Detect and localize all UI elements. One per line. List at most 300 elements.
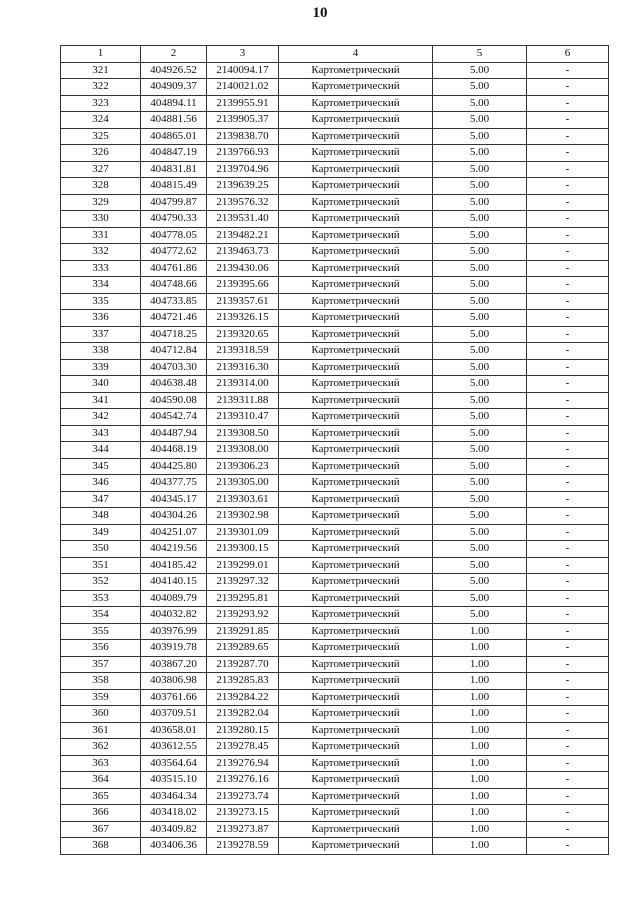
table-cell: Картометрический xyxy=(279,706,433,723)
table-row xyxy=(61,260,609,277)
table-cell: 1.00 xyxy=(433,821,527,838)
table-cell: 403564.64 xyxy=(141,755,207,772)
table-row xyxy=(61,590,609,607)
table-row xyxy=(61,95,609,112)
table-cell: Картометрический xyxy=(279,227,433,244)
table-cell: 359 xyxy=(61,689,141,706)
table-cell: 5.00 xyxy=(433,79,527,96)
table-cell: 353 xyxy=(61,590,141,607)
table-cell: 5.00 xyxy=(433,277,527,294)
table-cell: - xyxy=(527,244,609,261)
table-cell: 323 xyxy=(61,95,141,112)
table-cell: 404712.84 xyxy=(141,343,207,360)
table-cell: - xyxy=(527,574,609,591)
table-cell: 5.00 xyxy=(433,409,527,426)
table-cell: 404590.08 xyxy=(141,392,207,409)
table-cell: 2139287.70 xyxy=(207,656,279,673)
table-row xyxy=(61,392,609,409)
table-cell: 403406.36 xyxy=(141,838,207,855)
table-cell: 404778.05 xyxy=(141,227,207,244)
table-cell: 2139704.96 xyxy=(207,161,279,178)
table-cell: - xyxy=(527,838,609,855)
table-cell: 404032.82 xyxy=(141,607,207,624)
table-cell: 404089.79 xyxy=(141,590,207,607)
table-cell: 404772.62 xyxy=(141,244,207,261)
table-cell: Картометрический xyxy=(279,62,433,79)
table-cell: 404865.01 xyxy=(141,128,207,145)
table-cell: - xyxy=(527,739,609,756)
table-cell: 2139463.73 xyxy=(207,244,279,261)
table-cell: 403658.01 xyxy=(141,722,207,739)
table-cell: 355 xyxy=(61,623,141,640)
table-cell: Картометрический xyxy=(279,821,433,838)
table-row xyxy=(61,326,609,343)
table-row xyxy=(61,359,609,376)
table-cell: Картометрический xyxy=(279,838,433,855)
table-cell: 332 xyxy=(61,244,141,261)
table-cell: Картометрический xyxy=(279,623,433,640)
table-cell: 404894.11 xyxy=(141,95,207,112)
table-cell: Картометрический xyxy=(279,260,433,277)
table-row xyxy=(61,623,609,640)
table-cell: 404219.56 xyxy=(141,541,207,558)
table-cell: Картометрический xyxy=(279,755,433,772)
table-cell: 5.00 xyxy=(433,112,527,129)
table-cell: 404542.74 xyxy=(141,409,207,426)
table-cell: 364 xyxy=(61,772,141,789)
table-cell: 1.00 xyxy=(433,656,527,673)
table-cell: - xyxy=(527,673,609,690)
table-cell: 2139278.45 xyxy=(207,739,279,756)
table-cell: 2139482.21 xyxy=(207,227,279,244)
table-row xyxy=(61,442,609,459)
table-row xyxy=(61,194,609,211)
table-cell: 348 xyxy=(61,508,141,525)
table-cell: 404345.17 xyxy=(141,491,207,508)
table-row xyxy=(61,788,609,805)
table-cell: Картометрический xyxy=(279,376,433,393)
table-cell: 5.00 xyxy=(433,475,527,492)
table-cell: - xyxy=(527,590,609,607)
table-row xyxy=(61,112,609,129)
table-row xyxy=(61,656,609,673)
table-cell: 404304.26 xyxy=(141,508,207,525)
table-cell: - xyxy=(527,607,609,624)
table-cell: 403806.98 xyxy=(141,673,207,690)
table-cell: 349 xyxy=(61,524,141,541)
table-cell: 346 xyxy=(61,475,141,492)
table-cell: 404425.80 xyxy=(141,458,207,475)
table-cell: 2139306.23 xyxy=(207,458,279,475)
table-cell: - xyxy=(527,409,609,426)
table-cell: 2139285.83 xyxy=(207,673,279,690)
table-row xyxy=(61,524,609,541)
table-cell: Картометрический xyxy=(279,343,433,360)
table-cell: 2139278.59 xyxy=(207,838,279,855)
table-cell: 404909.37 xyxy=(141,79,207,96)
table-cell: 327 xyxy=(61,161,141,178)
table-cell: 2139302.98 xyxy=(207,508,279,525)
table-cell: 343 xyxy=(61,425,141,442)
table-cell: 356 xyxy=(61,640,141,657)
table-row xyxy=(61,640,609,657)
table-cell: - xyxy=(527,293,609,310)
table-cell: 331 xyxy=(61,227,141,244)
table-cell: 5.00 xyxy=(433,392,527,409)
table-cell: 2139395.66 xyxy=(207,277,279,294)
table-cell: 337 xyxy=(61,326,141,343)
table-cell: 404721.46 xyxy=(141,310,207,327)
table-cell: 1.00 xyxy=(433,706,527,723)
table-cell: 5.00 xyxy=(433,161,527,178)
table-cell: 5.00 xyxy=(433,128,527,145)
table-row xyxy=(61,310,609,327)
table-cell: 2139639.25 xyxy=(207,178,279,195)
table-cell: 404790.33 xyxy=(141,211,207,228)
table-cell: - xyxy=(527,194,609,211)
table-cell: 345 xyxy=(61,458,141,475)
table-row xyxy=(61,739,609,756)
table-row xyxy=(61,211,609,228)
table-cell: - xyxy=(527,145,609,162)
page-number: 10 xyxy=(312,5,328,21)
table-cell: 344 xyxy=(61,442,141,459)
table-cell: 5.00 xyxy=(433,425,527,442)
table-cell: 2139766.93 xyxy=(207,145,279,162)
table-cell: Картометрический xyxy=(279,442,433,459)
table-cell: Картометрический xyxy=(279,326,433,343)
table-cell: Картометрический xyxy=(279,310,433,327)
table-row xyxy=(61,227,609,244)
table-cell: - xyxy=(527,260,609,277)
table-cell: - xyxy=(527,722,609,739)
table-cell: 336 xyxy=(61,310,141,327)
table-row xyxy=(61,79,609,96)
table-cell: - xyxy=(527,95,609,112)
table-cell: 2139310.47 xyxy=(207,409,279,426)
table-cell: Картометрический xyxy=(279,79,433,96)
table-cell: 366 xyxy=(61,805,141,822)
table-cell: 403418.02 xyxy=(141,805,207,822)
table-cell: - xyxy=(527,656,609,673)
table-row xyxy=(61,178,609,195)
table-cell: 5.00 xyxy=(433,211,527,228)
table-cell: 404815.49 xyxy=(141,178,207,195)
table-cell: 5.00 xyxy=(433,260,527,277)
table-cell: 5.00 xyxy=(433,326,527,343)
table-cell: 352 xyxy=(61,574,141,591)
table-cell: Картометрический xyxy=(279,541,433,558)
table-row xyxy=(61,755,609,772)
table-cell: 404799.87 xyxy=(141,194,207,211)
table-cell: - xyxy=(527,343,609,360)
table-cell: 335 xyxy=(61,293,141,310)
table-cell: 404847.19 xyxy=(141,145,207,162)
table-cell: 368 xyxy=(61,838,141,855)
table-cell: Картометрический xyxy=(279,194,433,211)
column-header: 4 xyxy=(279,46,433,63)
table-cell: - xyxy=(527,788,609,805)
table-cell: Картометрический xyxy=(279,475,433,492)
table-cell: 5.00 xyxy=(433,574,527,591)
table-cell: 5.00 xyxy=(433,62,527,79)
table-cell: 2139303.61 xyxy=(207,491,279,508)
table-cell: Картометрический xyxy=(279,524,433,541)
table-cell: - xyxy=(527,805,609,822)
table-cell: 404140.15 xyxy=(141,574,207,591)
table-cell: - xyxy=(527,491,609,508)
table-cell: Картометрический xyxy=(279,590,433,607)
table-cell: 5.00 xyxy=(433,491,527,508)
table-cell: 1.00 xyxy=(433,640,527,657)
table-cell: 5.00 xyxy=(433,178,527,195)
table-row xyxy=(61,805,609,822)
table-cell: 2139289.65 xyxy=(207,640,279,657)
table-row xyxy=(61,145,609,162)
table-cell: - xyxy=(527,772,609,789)
table-header-row xyxy=(61,46,609,63)
table-cell: 2139295.81 xyxy=(207,590,279,607)
table-cell: 403761.66 xyxy=(141,689,207,706)
table-row xyxy=(61,458,609,475)
table-cell: 362 xyxy=(61,739,141,756)
table-cell: 357 xyxy=(61,656,141,673)
table-cell: 2139284.22 xyxy=(207,689,279,706)
table-cell: 404487.94 xyxy=(141,425,207,442)
table-cell: 2139291.85 xyxy=(207,623,279,640)
table-row xyxy=(61,838,609,855)
table-cell: Картометрический xyxy=(279,293,433,310)
table-cell: 1.00 xyxy=(433,755,527,772)
table-cell: Картометрический xyxy=(279,145,433,162)
table-cell: Картометрический xyxy=(279,739,433,756)
table-cell: 2139576.32 xyxy=(207,194,279,211)
table-cell: 2139531.40 xyxy=(207,211,279,228)
table-cell: 5.00 xyxy=(433,343,527,360)
table-cell: 2139273.87 xyxy=(207,821,279,838)
table-cell: - xyxy=(527,112,609,129)
table-cell: Картометрический xyxy=(279,640,433,657)
table-cell: 2139308.50 xyxy=(207,425,279,442)
table-cell: Картометрический xyxy=(279,772,433,789)
table-cell: 2139297.32 xyxy=(207,574,279,591)
table-body xyxy=(61,62,609,854)
table-cell: - xyxy=(527,755,609,772)
table-cell: - xyxy=(527,62,609,79)
table-cell: Картометрический xyxy=(279,689,433,706)
table-row xyxy=(61,376,609,393)
table-cell: 403612.55 xyxy=(141,739,207,756)
table-row xyxy=(61,673,609,690)
table-cell: 360 xyxy=(61,706,141,723)
table-cell: - xyxy=(527,178,609,195)
table-cell: 1.00 xyxy=(433,838,527,855)
table-cell: - xyxy=(527,277,609,294)
table-cell: 2139305.00 xyxy=(207,475,279,492)
table-cell: Картометрический xyxy=(279,656,433,673)
table-row xyxy=(61,277,609,294)
table-cell: - xyxy=(527,227,609,244)
table-cell: Картометрический xyxy=(279,409,433,426)
table-cell: 2139308.00 xyxy=(207,442,279,459)
coordinates-table xyxy=(60,45,609,855)
table-cell: Картометрический xyxy=(279,607,433,624)
table-cell: 404761.86 xyxy=(141,260,207,277)
table-cell: 1.00 xyxy=(433,772,527,789)
table-cell: 404831.81 xyxy=(141,161,207,178)
table-cell: 2139273.15 xyxy=(207,805,279,822)
table-cell: - xyxy=(527,442,609,459)
table-cell: 338 xyxy=(61,343,141,360)
table-cell: Картометрический xyxy=(279,161,433,178)
table-cell: 404748.66 xyxy=(141,277,207,294)
table-cell: 5.00 xyxy=(433,194,527,211)
table-cell: 2139311.88 xyxy=(207,392,279,409)
table-cell: - xyxy=(527,458,609,475)
table-row xyxy=(61,161,609,178)
table-cell: 1.00 xyxy=(433,673,527,690)
table-cell: 5.00 xyxy=(433,458,527,475)
table-cell: - xyxy=(527,821,609,838)
table-cell: 2139905.37 xyxy=(207,112,279,129)
table-cell: 1.00 xyxy=(433,623,527,640)
table-cell: - xyxy=(527,640,609,657)
table-row xyxy=(61,491,609,508)
table-cell: 5.00 xyxy=(433,607,527,624)
table-row xyxy=(61,244,609,261)
table-cell: Картометрический xyxy=(279,722,433,739)
table-cell: 334 xyxy=(61,277,141,294)
table-cell: 339 xyxy=(61,359,141,376)
table-cell: 365 xyxy=(61,788,141,805)
table-cell: Картометрический xyxy=(279,277,433,294)
table-cell: Картометрический xyxy=(279,359,433,376)
table-cell: 354 xyxy=(61,607,141,624)
table-cell: 351 xyxy=(61,557,141,574)
table-cell: - xyxy=(527,689,609,706)
table-cell: 2140021.02 xyxy=(207,79,279,96)
table-cell: 403409.82 xyxy=(141,821,207,838)
table-row xyxy=(61,409,609,426)
table-cell: 403464.34 xyxy=(141,788,207,805)
table-cell: 2139955.91 xyxy=(207,95,279,112)
table-cell: - xyxy=(527,376,609,393)
table-cell: Картометрический xyxy=(279,491,433,508)
table-row xyxy=(61,508,609,525)
table-cell: 2139280.15 xyxy=(207,722,279,739)
table-cell: 403515.10 xyxy=(141,772,207,789)
table-cell: 2139282.04 xyxy=(207,706,279,723)
table-cell: 2139838.70 xyxy=(207,128,279,145)
table-cell: 404185.42 xyxy=(141,557,207,574)
table-cell: Картометрический xyxy=(279,673,433,690)
table-cell: 2140094.17 xyxy=(207,62,279,79)
table-cell: 2139300.15 xyxy=(207,541,279,558)
table-row xyxy=(61,607,609,624)
table-cell: - xyxy=(527,326,609,343)
table-cell: Картометрический xyxy=(279,508,433,525)
table-cell: 5.00 xyxy=(433,524,527,541)
table-cell: Картометрический xyxy=(279,557,433,574)
table-cell: 5.00 xyxy=(433,359,527,376)
table-cell: 325 xyxy=(61,128,141,145)
table-cell: 5.00 xyxy=(433,227,527,244)
table-row xyxy=(61,557,609,574)
table-cell: 2139320.65 xyxy=(207,326,279,343)
table-cell: 403976.99 xyxy=(141,623,207,640)
table-cell: 404703.30 xyxy=(141,359,207,376)
table-cell: 404251.07 xyxy=(141,524,207,541)
table-cell: 2139293.92 xyxy=(207,607,279,624)
table-cell: 404377.75 xyxy=(141,475,207,492)
table-cell: 322 xyxy=(61,79,141,96)
table-cell: 2139301.09 xyxy=(207,524,279,541)
table-cell: 404718.25 xyxy=(141,326,207,343)
table-row xyxy=(61,706,609,723)
table-row xyxy=(61,62,609,79)
table-cell: 404881.56 xyxy=(141,112,207,129)
table-cell: 333 xyxy=(61,260,141,277)
table-cell: 2139316.30 xyxy=(207,359,279,376)
table-cell: - xyxy=(527,524,609,541)
table-row xyxy=(61,475,609,492)
column-header: 5 xyxy=(433,46,527,63)
table-cell: 404733.85 xyxy=(141,293,207,310)
table-cell: 2139273.74 xyxy=(207,788,279,805)
table-row xyxy=(61,541,609,558)
table-row xyxy=(61,821,609,838)
table-cell: 5.00 xyxy=(433,376,527,393)
table-cell: 2139318.59 xyxy=(207,343,279,360)
column-header: 1 xyxy=(61,46,141,63)
table-cell: 1.00 xyxy=(433,788,527,805)
table-cell: 2139276.94 xyxy=(207,755,279,772)
table-cell: 1.00 xyxy=(433,689,527,706)
table-cell: 342 xyxy=(61,409,141,426)
table-cell: 330 xyxy=(61,211,141,228)
table-cell: - xyxy=(527,161,609,178)
table-cell: - xyxy=(527,211,609,228)
table-cell: - xyxy=(527,541,609,558)
table-cell: 2139326.15 xyxy=(207,310,279,327)
table-cell: 2139430.06 xyxy=(207,260,279,277)
table-cell: 5.00 xyxy=(433,557,527,574)
table-cell: - xyxy=(527,79,609,96)
table-cell: 328 xyxy=(61,178,141,195)
table-row xyxy=(61,343,609,360)
table-cell: - xyxy=(527,706,609,723)
column-header: 3 xyxy=(207,46,279,63)
table-row xyxy=(61,574,609,591)
table-cell: 326 xyxy=(61,145,141,162)
table-row xyxy=(61,128,609,145)
table-cell: 403919.78 xyxy=(141,640,207,657)
table-cell: 321 xyxy=(61,62,141,79)
table-cell: Картометрический xyxy=(279,458,433,475)
table-cell: 340 xyxy=(61,376,141,393)
table-cell: Картометрический xyxy=(279,425,433,442)
table-cell: 5.00 xyxy=(433,590,527,607)
table-row xyxy=(61,772,609,789)
table-cell: Картометрический xyxy=(279,244,433,261)
table-cell: 363 xyxy=(61,755,141,772)
table-cell: 5.00 xyxy=(433,508,527,525)
table-cell: Картометрический xyxy=(279,128,433,145)
table-cell: Картометрический xyxy=(279,805,433,822)
table-cell: 403867.20 xyxy=(141,656,207,673)
table-cell: 1.00 xyxy=(433,722,527,739)
table-cell: - xyxy=(527,392,609,409)
